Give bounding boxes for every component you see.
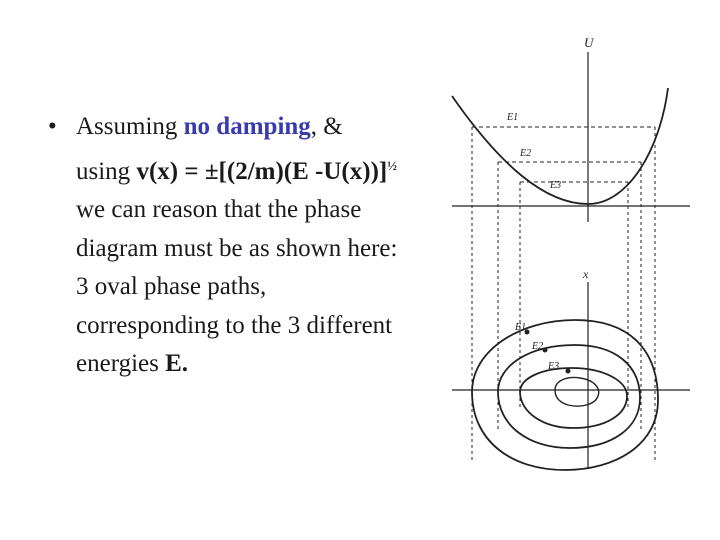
bullet-line-4: diagram must be as shown here: [76,234,398,262]
line2-text: using [76,157,137,185]
line1-end: , & [310,113,343,140]
x-axis-label: x [583,267,589,281]
potential-panel [452,52,690,222]
energy-label-bottom-2: E2 [532,341,544,352]
bullet-dot: • [48,113,57,140]
phase-path-2 [498,345,640,448]
line7-text: energies [76,350,166,377]
energy-symbol: E. [165,350,189,377]
inner-loop [555,378,599,407]
u-axis-label: U [584,35,594,50]
line1-text: Assuming [76,113,184,140]
projection-lines [472,127,655,460]
bullet-line-3: we can reason that the phase [76,196,362,223]
energy-label-top-3: E3 [550,180,562,191]
energy-label-top-2: E2 [520,148,532,159]
bullet-line-5: 3 oval phase paths, [76,273,267,300]
energy-label-bottom-3: E3 [548,361,560,372]
no-damping-highlight: no damping [183,113,311,140]
energy-label-top-1: E1 [507,112,519,123]
energy-label-bottom-1: E1 [515,322,527,333]
phase-panel [452,282,690,470]
velocity-formula: v(x) = ±[(2/m)(E -U(x))] [136,157,388,185]
bullet-line-6: corresponding to the 3 different [76,311,393,339]
formula-exponent: ½ [387,157,397,173]
